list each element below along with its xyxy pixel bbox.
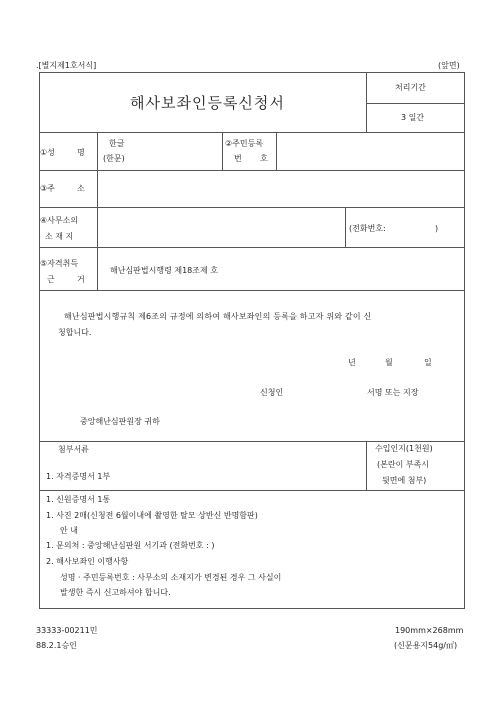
office-location-label-2: 소 재 지	[45, 232, 74, 241]
attachment-item-1: 1. 자격증명서 1부	[46, 472, 111, 481]
address-label-2: 소	[77, 184, 85, 193]
processing-period-value: 3 일간	[401, 113, 425, 122]
date-day-label: 일	[424, 358, 432, 367]
office-location-label: ④사무소의	[40, 216, 79, 225]
note-line: 1. 사진 2매(신청전 6월이내에 촬영한 탈모 상반신 반명함판)	[46, 511, 258, 520]
date-month-label: 월	[385, 358, 393, 367]
form-number: .[별지제1호서식]	[36, 61, 97, 70]
statement-body-2: 청합니다.	[58, 328, 92, 337]
qualification-value: 해난심판법시행령 제18조제 호	[110, 266, 219, 275]
note-line: 2. 해사보좌인 이행사항	[46, 557, 129, 566]
phone-field[interactable]	[398, 216, 432, 238]
processing-period-label: 처리기간	[395, 83, 426, 92]
note-line: 1. 문의처 : 중앙해난심판원 서기과 (전화번호 : )	[46, 541, 215, 550]
revenue-stamp-note: (본란이 부족시	[377, 460, 430, 469]
name-label-2: 명	[77, 148, 85, 157]
statement-body: 해난심판법시행규칙 제6조의 규정에 의하여 해사보좌인의 등록을 하고자 위와 같이 신	[64, 312, 372, 321]
resident-number-label-3: 호	[260, 154, 268, 163]
signature-label: 서명 또는 지장	[367, 388, 419, 397]
resident-number-label-2: 번	[234, 154, 242, 163]
note-line: 1. 신원증명서 1통	[46, 495, 111, 504]
date-year-label: 년	[348, 358, 356, 367]
page-side-label: (앞면)	[438, 61, 460, 70]
note-line: 성명 · 주민등록번호 : 사무소의 소재지가 변경된 경우 그 사실이	[60, 573, 282, 582]
address-field[interactable]	[99, 172, 463, 205]
name-korean-label: 한글	[109, 139, 125, 148]
office-location-field[interactable]	[99, 209, 343, 245]
name-field[interactable]	[140, 135, 220, 168]
name-label: ①성	[40, 148, 55, 157]
form-code: 33333-00211민	[36, 626, 98, 635]
name-hanja-label: (한문)	[103, 154, 125, 163]
applicant-label: 신청인	[260, 388, 284, 397]
qualification-label: ⑤자격취득	[40, 259, 79, 268]
phone-close: )	[435, 224, 439, 233]
revenue-stamp-label: 수입인지(1천원)	[375, 444, 433, 453]
attachments-heading: 첨부서류	[58, 445, 89, 454]
approval-date: 88.2.1승인	[36, 641, 77, 650]
paper-size: 190mm×268mm	[395, 626, 464, 635]
note-line: 안 내	[60, 526, 78, 535]
qualification-label-3: 거	[77, 275, 85, 284]
address-label: ③주	[40, 184, 55, 193]
revenue-stamp-note-2: 뒷면에 첨부)	[382, 476, 427, 485]
phone-label: (전화번호:	[349, 224, 386, 233]
recipient-line: 중앙해난심판원장 귀하	[80, 417, 160, 426]
resident-number-field[interactable]	[278, 135, 463, 168]
form-title: 해사보좌인등록신청서	[130, 94, 285, 112]
applicant-name-field[interactable]	[290, 382, 360, 400]
resident-number-label: ②주민등록	[225, 139, 264, 148]
note-line: 발생한 즉시 신고하셔야 합니다.	[60, 588, 171, 597]
paper-type: (신문용지54g/㎡)	[394, 641, 458, 650]
qualification-label-2: 근	[47, 275, 55, 284]
